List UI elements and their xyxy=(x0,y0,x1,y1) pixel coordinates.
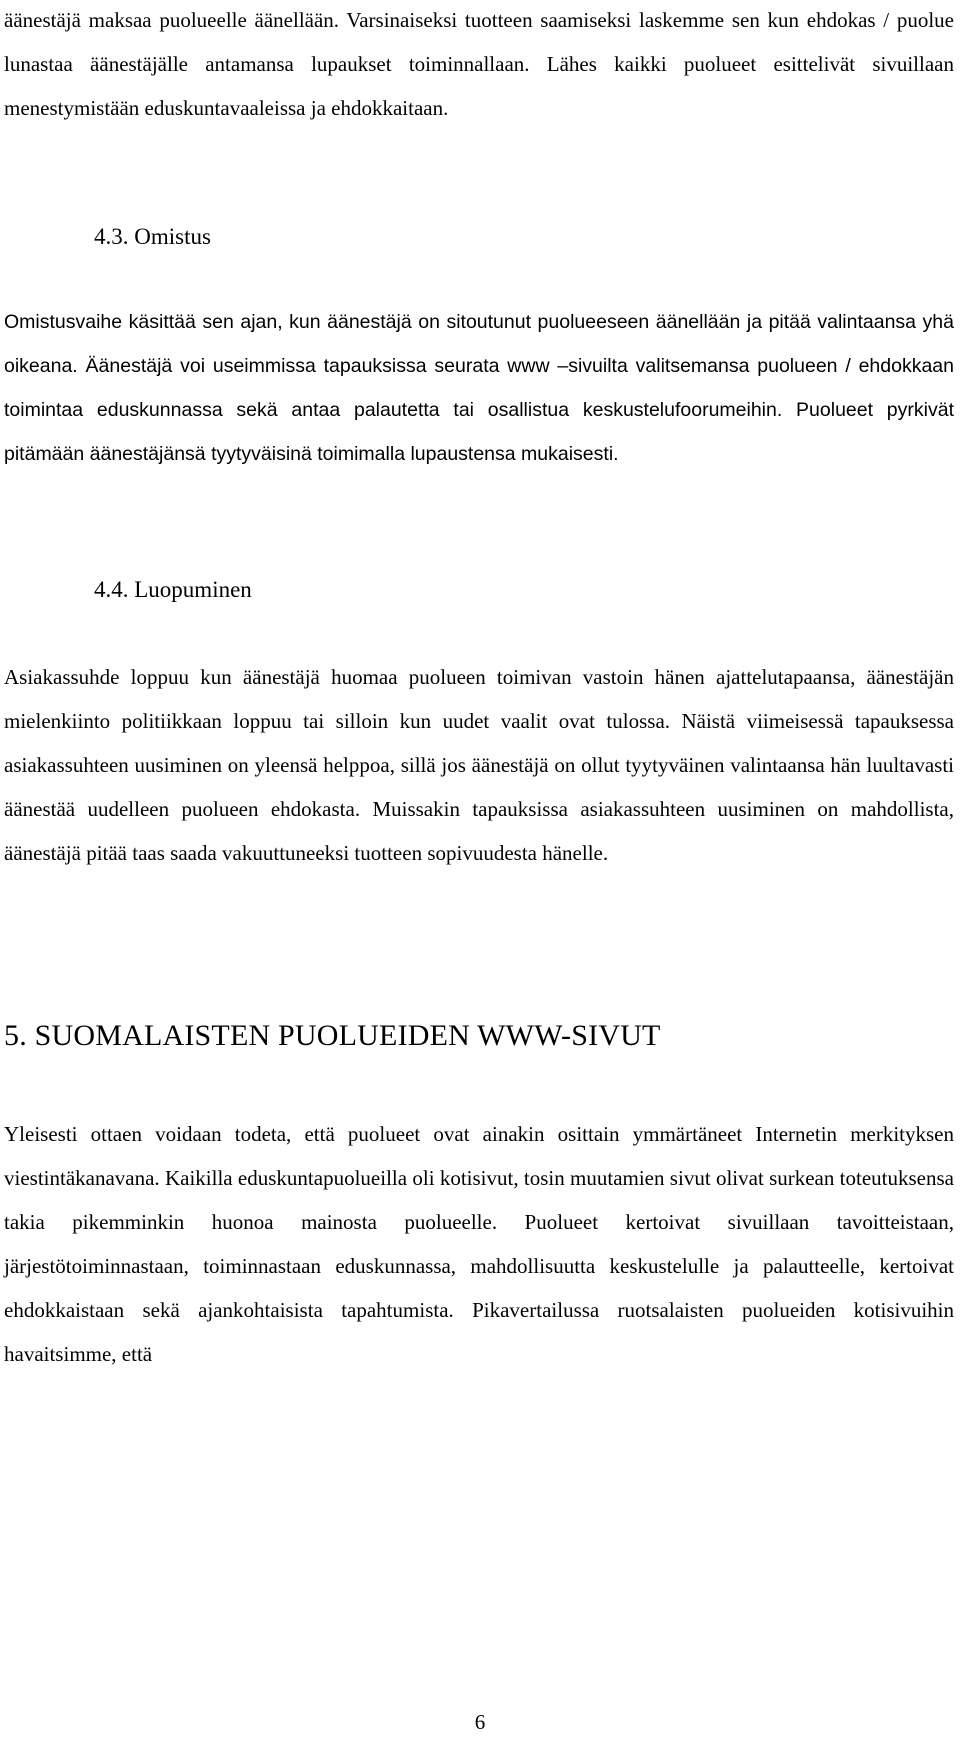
chapter-5-heading: 5. SUOMALAISTEN PUOLUEIDEN WWW-SIVUT xyxy=(4,1019,661,1052)
section-4-3-heading: 4.3. Omistus xyxy=(94,224,211,249)
section-4-4-paragraph: Asiakassuhde loppuu kun äänestäjä huomaa puolueen toimivan vastoin hänen ajattelutapaansa, äänestäjän mielenkiinto politiikkaan loppuu tai silloin kun uudet vaalit ovat tulossa. Näistä viimeisessä tapauksessa asiakassuhteen uusiminen on yleensä helppoa, sillä jos äänestäjä on ollut tyytyväinen valintaansa hän luultavasti äänestää uudelleen puolueen ehdokasta. Muissakin tapauksissa asiakassuhteen uusiminen on mahdollista, äänestäjä pitää taas saada vakuuttuneeksi tuotteen sopivuudesta hänelle. xyxy=(4,665,954,865)
intro-paragraph: äänestäjä maksaa puolueelle äänellään. Varsinaiseksi tuotteen saamiseksi laskemme sen kun ehdokas / puolue lunastaa äänestäjälle antamansa lupaukset toiminnallaan. Lähes kaikki puolueet esittelivät sivuillaan menestymistään eduskuntavaaleissa ja ehdokkaitaan. xyxy=(4,8,954,120)
section-4-4-heading: 4.4. Luopuminen xyxy=(94,577,252,602)
section-4-3-paragraph: Omistusvaihe käsittää sen ajan, kun äänestäjä on sitoutunut puolueeseen äänellään ja pitää valintaansa yhä oikeana. Äänestäjä voi useimmissa tapauksissa seurata www –sivuilta valitsemansa puolueen / ehdokkaan toimintaa eduskunnassa sekä antaa palautetta tai osallistua keskustelufoorumeihin. Puolueet pyrkivät pitämään äänestäjänsä tyytyväisinä toimimalla lupaustensa mukaisesti. xyxy=(4,311,954,465)
chapter-5-paragraph: Yleisesti ottaen voidaan todeta, että puolueet ovat ainakin osittain ymmärtäneet Internetin merkityksen viestintäkanavana. Kaikilla eduskuntapuolueilla oli kotisivut, tosin muutamien sivut olivat surkean toteutuksensa takia pikemminkin huonoa mainosta puolueelle. Puolueet kertoivat sivuillaan tavoitteistaan, järjestötoiminnastaan, toiminnastaan eduskunnassa, mahdollisuutta keskustelulle ja palautteelle, kertoivat ehdokkaistaan sekä ajankohtaisista tapahtumista. Pikavertailussa ruotsalaisten puolueiden kotisivuihin havaitsimme, että xyxy=(4,1122,954,1366)
page-number: 6 xyxy=(474,1710,486,1734)
